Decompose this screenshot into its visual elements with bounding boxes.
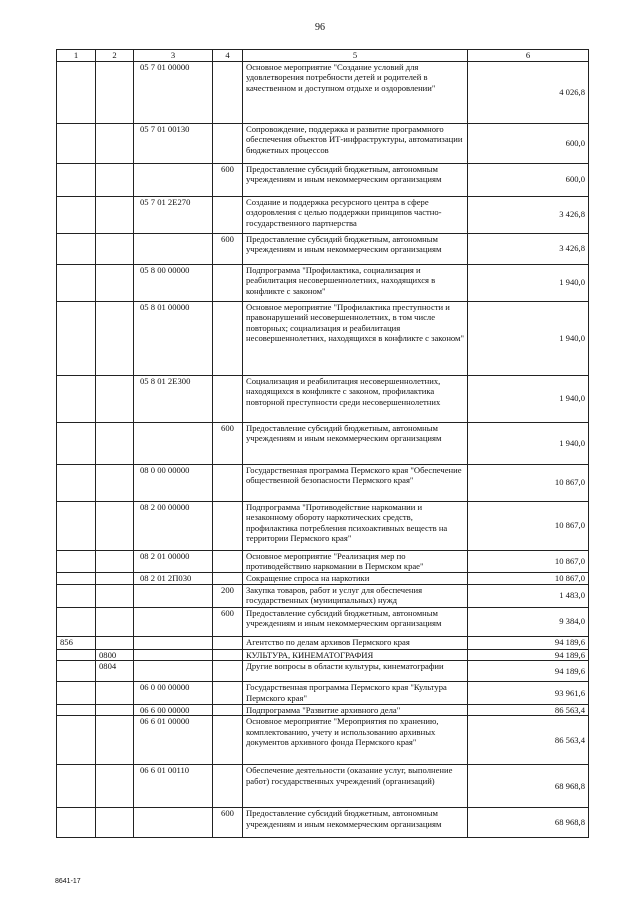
cell-expense-type: 600 — [213, 163, 243, 196]
cell-description: Государственная программа Пермского края "Обеспечение общественной безопасности Пермского края" — [243, 464, 468, 501]
cell-expense-type — [213, 661, 243, 682]
cell-description: Обеспечение деятельности (оказание услуг, выполнение работ) государственных учреждений (организаций) — [243, 765, 468, 808]
cell-section — [96, 163, 134, 196]
cell-department — [57, 550, 96, 572]
cell-amount: 86 563,4 — [468, 704, 589, 716]
cell-department — [57, 233, 96, 264]
cell-description: Предоставление субсидий бюджетным, автономным учреждениям и иным некоммерческим организациям — [243, 607, 468, 636]
cell-target-code — [134, 163, 213, 196]
cell-amount: 68 968,8 — [468, 765, 589, 808]
cell-department — [57, 61, 96, 123]
table-row — [57, 375, 589, 422]
cell-section — [96, 61, 134, 123]
cell-target-code: 08 2 01 00000 — [134, 550, 213, 572]
cell-expense-type — [213, 704, 243, 716]
cell-target-code: 06 6 01 00110 — [134, 765, 213, 808]
table-row — [57, 808, 589, 838]
cell-section — [96, 550, 134, 572]
header-row — [57, 50, 589, 62]
cell-description: Закупка товаров, работ и услуг для обеспечения государственных (муниципальных) нужд — [243, 584, 468, 607]
table-row — [57, 682, 589, 704]
cell-description: Подпрограмма "Профилактика, социализация и реабилитация несовершеннолетних, находящихся в конфликте с законом" — [243, 264, 468, 301]
cell-section: 0800 — [96, 649, 134, 661]
table-row — [57, 301, 589, 375]
cell-description: Сопровождение, поддержка и развитие программного обеспечения объектов ИТ-инфраструктуры, автоматизации бюджетных процессов — [243, 123, 468, 163]
cell-expense-type — [213, 375, 243, 422]
cell-section — [96, 375, 134, 422]
cell-target-code: 08 0 00 00000 — [134, 464, 213, 501]
cell-expense-type — [213, 464, 243, 501]
cell-department — [57, 464, 96, 501]
cell-department — [57, 716, 96, 765]
cell-description: Предоставление субсидий бюджетным, автономным учреждениям и иным некоммерческим организациям — [243, 808, 468, 838]
cell-department: 856 — [57, 636, 96, 649]
cell-section — [96, 704, 134, 716]
cell-amount: 10 867,0 — [468, 501, 589, 550]
cell-section — [96, 301, 134, 375]
cell-description: Предоставление субсидий бюджетным, автономным учреждениям и иным некоммерческим организациям — [243, 163, 468, 196]
cell-department — [57, 808, 96, 838]
table-row — [57, 233, 589, 264]
cell-amount: 1 940,0 — [468, 264, 589, 301]
cell-section — [96, 572, 134, 584]
cell-section: 0804 — [96, 661, 134, 682]
cell-target-code — [134, 649, 213, 661]
cell-department — [57, 422, 96, 464]
cell-target-code: 08 2 00 00000 — [134, 501, 213, 550]
cell-amount: 3 426,8 — [468, 196, 589, 233]
cell-target-code: 06 6 00 00000 — [134, 704, 213, 716]
cell-description: Основное мероприятие "Мероприятия по хранению, комплектованию, учету и использованию архивных документов архивного фонда Пермского края" — [243, 716, 468, 765]
cell-target-code: 05 8 00 00000 — [134, 264, 213, 301]
cell-amount: 93 961,6 — [468, 682, 589, 704]
cell-expense-type — [213, 264, 243, 301]
table-row — [57, 464, 589, 501]
cell-target-code: 06 0 00 00000 — [134, 682, 213, 704]
cell-target-code: 06 6 01 00000 — [134, 716, 213, 765]
table-row — [57, 649, 589, 661]
table-row — [57, 61, 589, 123]
cell-expense-type: 600 — [213, 233, 243, 264]
cell-target-code: 05 8 01 2Е300 — [134, 375, 213, 422]
cell-description: Социализация и реабилитация несовершеннолетних, находящихся в конфликте с законом, профилактика повторной преступности среди несовершеннолетних — [243, 375, 468, 422]
cell-amount: 10 867,0 — [468, 464, 589, 501]
cell-target-code — [134, 607, 213, 636]
cell-expense-type — [213, 636, 243, 649]
cell-department — [57, 375, 96, 422]
table-row — [57, 716, 589, 765]
cell-description: Агентство по делам архивов Пермского края — [243, 636, 468, 649]
table-row — [57, 264, 589, 301]
cell-target-code: 08 2 01 2П030 — [134, 572, 213, 584]
column-header: 5 — [243, 50, 468, 62]
table-row — [57, 607, 589, 636]
table-row — [57, 572, 589, 584]
cell-expense-type — [213, 716, 243, 765]
cell-expense-type — [213, 649, 243, 661]
table-row — [57, 196, 589, 233]
cell-description: Предоставление субсидий бюджетным, автономным учреждениям и иным некоммерческим организациям — [243, 422, 468, 464]
cell-description: Подпрограмма "Развитие архивного дела" — [243, 704, 468, 716]
column-header: 4 — [213, 50, 243, 62]
cell-department — [57, 501, 96, 550]
cell-amount: 1 483,0 — [468, 584, 589, 607]
table-row — [57, 550, 589, 572]
cell-section — [96, 196, 134, 233]
cell-section — [96, 607, 134, 636]
cell-expense-type — [213, 301, 243, 375]
cell-amount: 68 968,8 — [468, 808, 589, 838]
table-row — [57, 584, 589, 607]
cell-department — [57, 607, 96, 636]
cell-department — [57, 123, 96, 163]
cell-department — [57, 649, 96, 661]
cell-description: КУЛЬТУРА, КИНЕМАТОГРАФИЯ — [243, 649, 468, 661]
column-header: 6 — [468, 50, 589, 62]
cell-target-code — [134, 233, 213, 264]
cell-description: Другие вопросы в области культуры, кинематографии — [243, 661, 468, 682]
cell-department — [57, 682, 96, 704]
cell-amount: 3 426,8 — [468, 233, 589, 264]
cell-expense-type: 600 — [213, 808, 243, 838]
column-header: 1 — [57, 50, 96, 62]
cell-section — [96, 716, 134, 765]
cell-amount: 1 940,0 — [468, 301, 589, 375]
cell-department — [57, 301, 96, 375]
footer-code: 8641-17 — [55, 878, 81, 885]
page-number: 96 — [315, 22, 325, 33]
cell-target-code — [134, 584, 213, 607]
cell-amount: 1 940,0 — [468, 422, 589, 464]
cell-section — [96, 682, 134, 704]
cell-department — [57, 704, 96, 716]
cell-section — [96, 264, 134, 301]
cell-department — [57, 765, 96, 808]
cell-description: Предоставление субсидий бюджетным, автономным учреждениям и иным некоммерческим организациям — [243, 233, 468, 264]
cell-section — [96, 808, 134, 838]
cell-department — [57, 163, 96, 196]
cell-amount: 9 384,0 — [468, 607, 589, 636]
budget-table — [56, 49, 589, 838]
table-row — [57, 661, 589, 682]
cell-amount: 86 563,4 — [468, 716, 589, 765]
cell-section — [96, 765, 134, 808]
cell-expense-type — [213, 123, 243, 163]
cell-description: Основное мероприятие "Профилактика преступности и правонарушений несовершеннолетних, в том числе повторных; социализация и реабилитация несовершеннолетних, находящихся в конфликте с законом" — [243, 301, 468, 375]
cell-amount: 600,0 — [468, 163, 589, 196]
table-row — [57, 422, 589, 464]
column-header: 3 — [134, 50, 213, 62]
cell-amount: 94 189,6 — [468, 649, 589, 661]
cell-expense-type — [213, 765, 243, 808]
cell-amount: 4 026,8 — [468, 61, 589, 123]
cell-expense-type — [213, 196, 243, 233]
cell-section — [96, 636, 134, 649]
cell-department — [57, 584, 96, 607]
cell-description: Создание и поддержка ресурсного центра в сфере оздоровления с целью поддержки принципов частно-государственного партнерства — [243, 196, 468, 233]
cell-section — [96, 584, 134, 607]
cell-expense-type — [213, 572, 243, 584]
table-row — [57, 501, 589, 550]
cell-section — [96, 422, 134, 464]
cell-amount: 94 189,6 — [468, 636, 589, 649]
cell-section — [96, 233, 134, 264]
cell-target-code: 05 7 01 2Е270 — [134, 196, 213, 233]
cell-target-code: 05 7 01 00130 — [134, 123, 213, 163]
cell-department — [57, 264, 96, 301]
cell-expense-type: 600 — [213, 607, 243, 636]
cell-expense-type: 600 — [213, 422, 243, 464]
cell-expense-type: 200 — [213, 584, 243, 607]
cell-section — [96, 464, 134, 501]
cell-section — [96, 501, 134, 550]
cell-department — [57, 661, 96, 682]
cell-section — [96, 123, 134, 163]
cell-description: Подпрограмма "Противодействие наркомании и незаконному обороту наркотических средств, профилактика потребления психоактивных веществ на территории Пермского края" — [243, 501, 468, 550]
cell-expense-type — [213, 501, 243, 550]
cell-target-code: 05 8 01 00000 — [134, 301, 213, 375]
cell-amount: 1 940,0 — [468, 375, 589, 422]
cell-target-code — [134, 422, 213, 464]
cell-expense-type — [213, 682, 243, 704]
cell-amount: 94 189,6 — [468, 661, 589, 682]
table-row — [57, 123, 589, 163]
cell-target-code — [134, 808, 213, 838]
cell-description: Основное мероприятие "Создание условий для удовлетворения потребности детей и родителей в качественном и доступном отдыхе и оздоровлении" — [243, 61, 468, 123]
cell-amount: 10 867,0 — [468, 572, 589, 584]
cell-target-code: 05 7 01 00000 — [134, 61, 213, 123]
cell-expense-type — [213, 550, 243, 572]
cell-description: Государственная программа Пермского края "Культура Пермского края" — [243, 682, 468, 704]
cell-description: Основное мероприятие "Реализация мер по противодействию наркомании в Пермском крае" — [243, 550, 468, 572]
column-header: 2 — [96, 50, 134, 62]
table-row — [57, 765, 589, 808]
table-row — [57, 636, 589, 649]
cell-description: Сокращение спроса на наркотики — [243, 572, 468, 584]
cell-department — [57, 572, 96, 584]
cell-target-code — [134, 636, 213, 649]
cell-expense-type — [213, 61, 243, 123]
cell-target-code — [134, 661, 213, 682]
cell-amount: 600,0 — [468, 123, 589, 163]
table-row — [57, 704, 589, 716]
cell-amount: 10 867,0 — [468, 550, 589, 572]
table-row — [57, 163, 589, 196]
cell-department — [57, 196, 96, 233]
